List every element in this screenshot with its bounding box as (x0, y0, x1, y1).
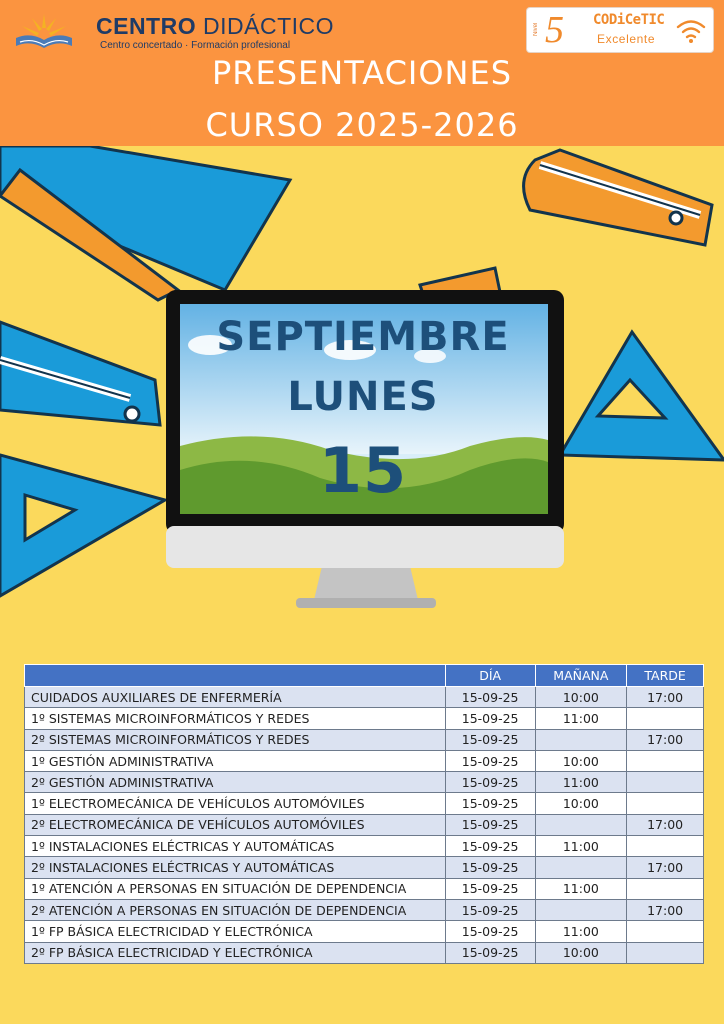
table-row (25, 857, 704, 878)
evening-cell: 17:00 (627, 899, 704, 920)
morning-cell: 10:00 (535, 793, 627, 814)
book-sun-icon (12, 12, 76, 52)
morning-cell (535, 857, 627, 878)
day-cell: 15-09-25 (445, 857, 535, 878)
course-cell: 1º INSTALACIONES ELÉCTRICAS Y AUTOMÁTICAS (25, 836, 446, 857)
evening-cell (627, 878, 704, 899)
set-square-left-icon (0, 455, 165, 596)
course-cell: 2º SISTEMAS MICROINFORMÁTICOS Y REDES (25, 729, 446, 750)
table-row (25, 921, 704, 942)
course-cell: 1º ELECTROMECÁNICA DE VEHÍCULOS AUTOMÓVILES (25, 793, 446, 814)
table-row (25, 772, 704, 793)
table-row (25, 899, 704, 920)
course-cell: 2º GESTIÓN ADMINISTRATIVA (25, 772, 446, 793)
evening-cell: 17:00 (627, 687, 704, 708)
header-banner (0, 0, 724, 146)
evening-cell: 17:00 (627, 857, 704, 878)
morning-cell: 11:00 (535, 772, 627, 793)
stapler-left-icon (0, 322, 160, 425)
badge-tag: Excelente (597, 32, 656, 46)
day-cell: 15-09-25 (445, 836, 535, 857)
evening-cell (627, 793, 704, 814)
logo-title: CENTRO DIDÁCTICO (96, 13, 335, 39)
course-cell: 2º ELECTROMECÁNICA DE VEHÍCULOS AUTOMÓVILES (25, 814, 446, 835)
course-cell: 2º ATENCIÓN A PERSONAS EN SITUACIÓN DE DEPENDENCIA (25, 899, 446, 920)
day-cell: 15-09-25 (445, 708, 535, 729)
screen-weekday: LUNES (287, 374, 439, 420)
header-evening: TARDE (627, 665, 704, 687)
day-cell: 15-09-25 (445, 729, 535, 750)
day-cell: 15-09-25 (445, 899, 535, 920)
day-cell: 15-09-25 (445, 878, 535, 899)
badge-name: CODiCeTIC (593, 12, 665, 28)
course-cell: 1º GESTIÓN ADMINISTRATIVA (25, 750, 446, 771)
day-cell: 15-09-25 (445, 942, 535, 963)
monitor-stand (296, 566, 436, 608)
evening-cell: 17:00 (627, 729, 704, 750)
page-title-line1: PRESENTACIONES (211, 54, 513, 92)
evening-cell (627, 942, 704, 963)
course-cell: 1º FP BÁSICA ELECTRICIDAD Y ELECTRÓNICA (25, 921, 446, 942)
evening-cell (627, 921, 704, 942)
day-cell: 15-09-25 (445, 793, 535, 814)
codicetic-badge (527, 8, 713, 52)
set-square-right-icon (560, 332, 724, 460)
course-cell: 2º INSTALACIONES ELÉCTRICAS Y AUTOMÁTICAS (25, 857, 446, 878)
day-cell: 15-09-25 (445, 814, 535, 835)
header-course (25, 665, 446, 687)
screen-day-number: 15 (318, 434, 408, 507)
morning-cell (535, 899, 627, 920)
evening-cell (627, 836, 704, 857)
header-morning: MAÑANA (535, 665, 627, 687)
day-cell: 15-09-25 (445, 687, 535, 708)
table-row (25, 708, 704, 729)
morning-cell: 11:00 (535, 878, 627, 899)
stapler-top-icon (524, 150, 712, 245)
schedule-table (24, 664, 704, 964)
morning-cell: 10:00 (535, 942, 627, 963)
badge-level-number: 5 (545, 9, 564, 51)
course-cell: 1º SISTEMAS MICROINFORMÁTICOS Y REDES (25, 708, 446, 729)
day-cell: 15-09-25 (445, 750, 535, 771)
folder-icon (0, 146, 290, 300)
logo-subtitle: Centro concertado · Formación profesional (100, 40, 291, 51)
morning-cell: 11:00 (535, 708, 627, 729)
screen-month: SEPTIEMBRE (216, 314, 510, 360)
course-cell: 1º ATENCIÓN A PERSONAS EN SITUACIÓN DE DEPENDENCIA (25, 878, 446, 899)
table-row (25, 878, 704, 899)
evening-cell: 17:00 (627, 814, 704, 835)
page-title-line2: CURSO 2025-2026 (205, 106, 519, 144)
badge-level-label: Nivel (533, 22, 539, 36)
wifi-icon (675, 16, 707, 44)
morning-cell: 11:00 (535, 921, 627, 942)
morning-cell: 10:00 (535, 750, 627, 771)
table-row (25, 793, 704, 814)
course-cell: CUIDADOS AUXILIARES DE ENFERMERÍA (25, 687, 446, 708)
day-cell: 15-09-25 (445, 921, 535, 942)
table-row (25, 814, 704, 835)
table-row (25, 729, 704, 750)
course-cell: 2º FP BÁSICA ELECTRICIDAD Y ELECTRÓNICA (25, 942, 446, 963)
evening-cell (627, 772, 704, 793)
table-row (25, 687, 704, 708)
school-logo (12, 10, 335, 54)
table-row (25, 750, 704, 771)
morning-cell: 11:00 (535, 836, 627, 857)
header-day: DÍA (445, 665, 535, 687)
morning-cell: 10:00 (535, 687, 627, 708)
evening-cell (627, 750, 704, 771)
table-row (25, 942, 704, 963)
evening-cell (627, 708, 704, 729)
morning-cell (535, 814, 627, 835)
table-row (25, 836, 704, 857)
morning-cell (535, 729, 627, 750)
table-header-row (25, 665, 704, 687)
day-cell: 15-09-25 (445, 772, 535, 793)
